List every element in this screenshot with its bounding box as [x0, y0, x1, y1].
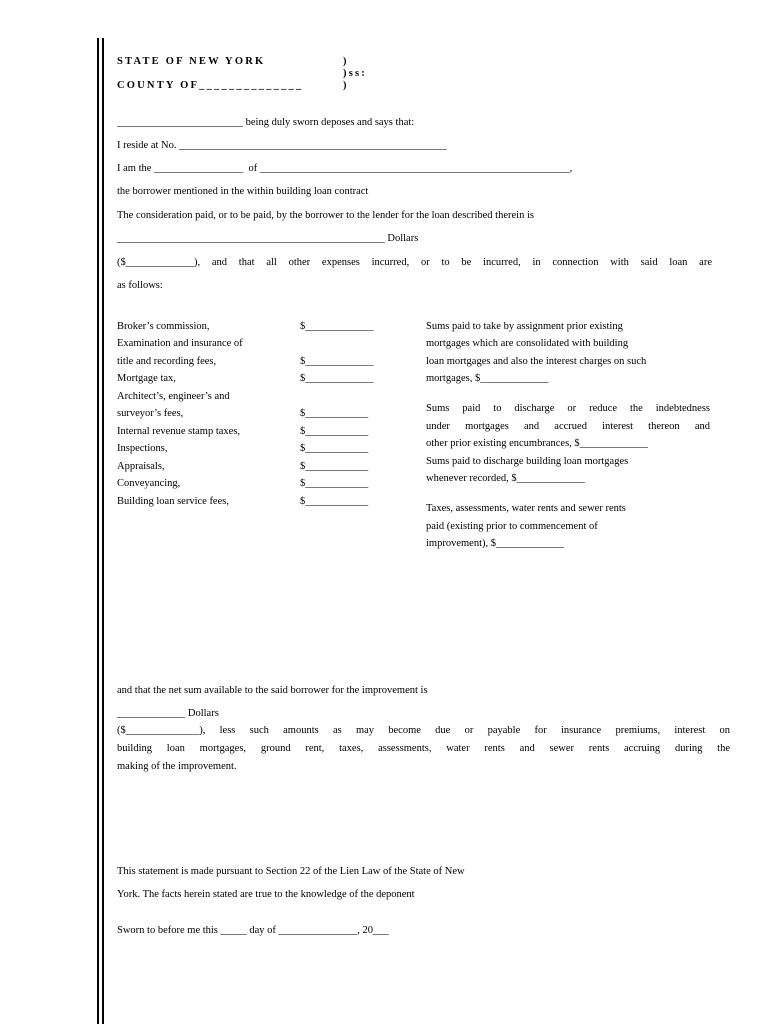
- fee-label: Mortgage tax,: [117, 373, 176, 384]
- fee-amount-blank: $____________: [300, 496, 369, 507]
- venue-paren-bottom: ): [343, 80, 349, 91]
- fee-label: Architect’s, engineer’s and: [117, 391, 230, 402]
- fee-label: surveyor’s fees,: [117, 408, 184, 419]
- net-less-line: ($______________), less such amounts as may become due or payable for insurance premiums, interest on: [117, 725, 730, 736]
- taxes-text: improvement), $_____________: [426, 538, 565, 549]
- expenses-line: ($_____________), and that all other expenses incurred, or to be incurred, in connection with said loan are: [117, 257, 712, 268]
- assign-text: Sums paid to take by assignment prior existing: [426, 321, 623, 332]
- margin-rule-inner: [102, 38, 104, 1024]
- fee-label: Examination and insurance of: [117, 338, 243, 349]
- fee-label: Conveyancing,: [117, 478, 181, 489]
- discharge-text: under mortgages and accrued interest thereon and: [426, 421, 710, 432]
- fee-label: Appraisals,: [117, 461, 165, 472]
- discharge-text: Sums paid to discharge or reduce the indebtedness: [426, 403, 710, 414]
- taxes-text: Taxes, assessments, water rents and sewer rents: [426, 503, 626, 514]
- dollars-line: ___________________________________________________ Dollars: [117, 233, 419, 244]
- net-making-line: making of the improvement.: [117, 761, 237, 772]
- net-dollars-line: _____________ Dollars: [117, 708, 219, 719]
- taxes-text: paid (existing prior to commencement of: [426, 521, 598, 532]
- venue-ss: )ss:: [343, 68, 367, 79]
- building-text: whenever recorded, $_____________: [426, 473, 585, 484]
- fee-label: Inspections,: [117, 443, 168, 454]
- sworn-line: Sworn to before me this _____ day of _______________, 20___: [117, 925, 389, 936]
- fee-amount-blank: $____________: [300, 478, 369, 489]
- net-accruing-line: building loan mortgages, ground rent, taxes, assessments, water rents and sewer rents accruing during the: [117, 743, 730, 754]
- venue-paren-top: ): [343, 56, 349, 67]
- deposes-line: ________________________ being duly sworn deposes and says that:: [117, 117, 415, 128]
- fee-amount-blank: $_____________: [300, 356, 374, 367]
- assign-text: mortgages, $_____________: [426, 373, 549, 384]
- building-text: Sums paid to discharge building loan mortgages: [426, 456, 629, 467]
- statement-line: York. The facts herein stated are true to the knowledge of the deponent: [117, 889, 415, 900]
- statement-line: This statement is made pursuant to Section 22 of the Lien Law of the State of New: [117, 866, 465, 877]
- fee-label: Internal revenue stamp taxes,: [117, 426, 241, 437]
- as-follows-line: as follows:: [117, 280, 163, 291]
- fee-amount-blank: $____________: [300, 426, 369, 437]
- consideration-line: The consideration paid, or to be paid, by the borrower to the lender for the loan described therein is: [117, 210, 534, 221]
- iam-line: I am the _________________ of ___________________________________________________________,: [117, 163, 573, 174]
- fee-amount-blank: $____________: [300, 408, 369, 419]
- fee-label: title and recording fees,: [117, 356, 217, 367]
- fee-amount-blank: $____________: [300, 461, 369, 472]
- fee-amount-blank: $____________: [300, 443, 369, 454]
- fee-amount-blank: $_____________: [300, 321, 374, 332]
- reside-line: I reside at No. ___________________________________________________: [117, 140, 447, 151]
- fee-amount-blank: $_____________: [300, 373, 374, 384]
- assign-text: mortgages which are consolidated with building: [426, 338, 629, 349]
- assign-text: loan mortgages and also the interest charges on such: [426, 356, 647, 367]
- fee-label: Broker’s commission,: [117, 321, 210, 332]
- discharge-text: other prior existing encumbrances, $_____________: [426, 438, 648, 449]
- county-heading: COUNTY OF______________: [117, 80, 304, 91]
- state-heading: STATE OF NEW YORK: [117, 56, 266, 67]
- fee-label: Building loan service fees,: [117, 496, 229, 507]
- margin-rule-outer: [97, 38, 99, 1024]
- borrower-line: the borrower mentioned in the within building loan contract: [117, 186, 369, 197]
- net-sum-line: and that the net sum available to the said borrower for the improvement is: [117, 685, 428, 696]
